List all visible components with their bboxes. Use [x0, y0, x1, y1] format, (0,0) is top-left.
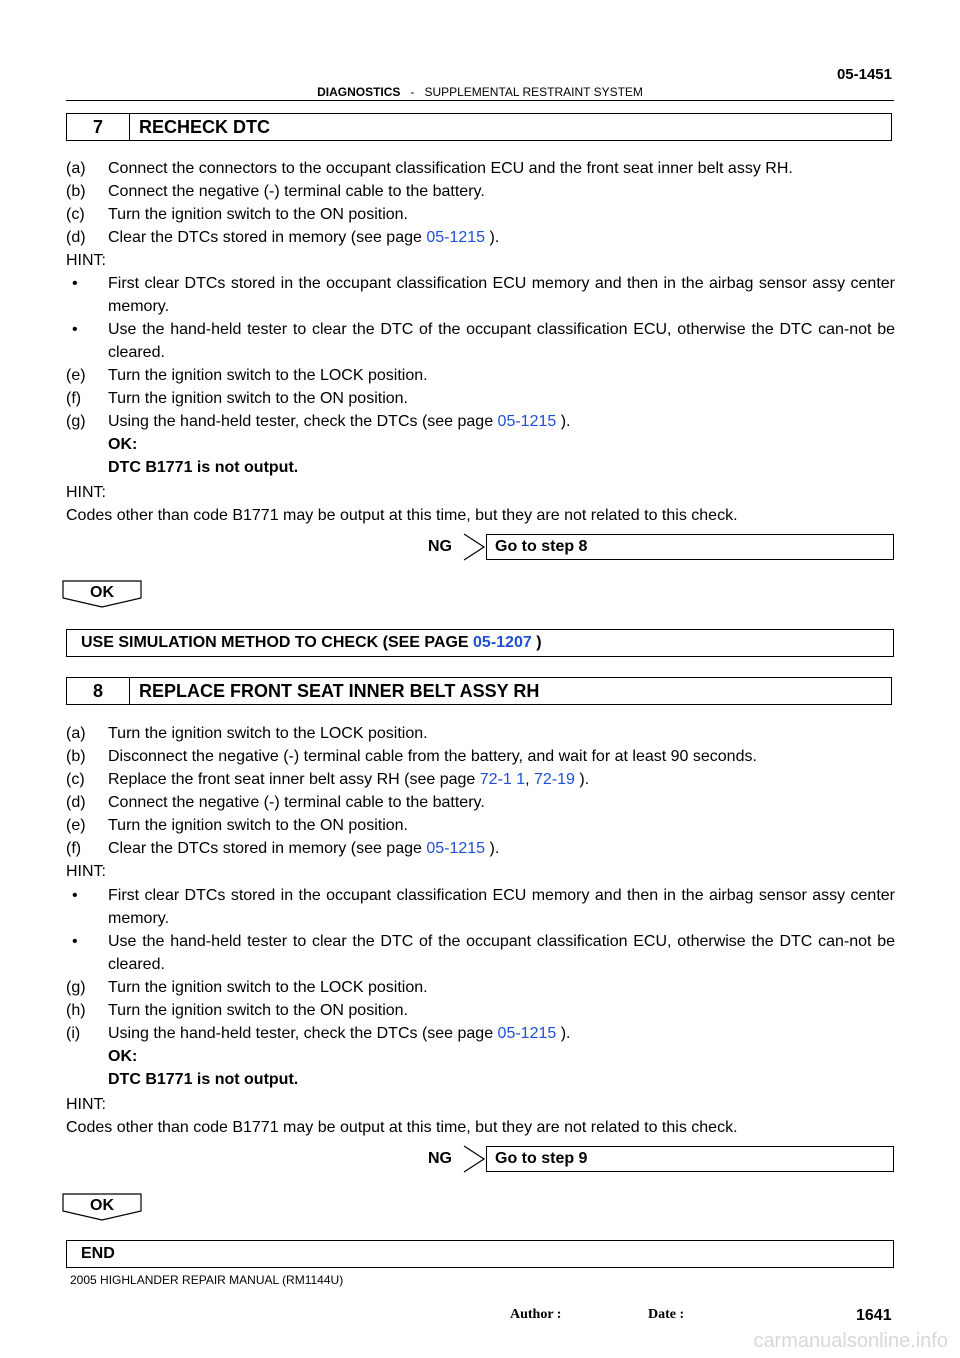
item-text-end: ). [556, 413, 571, 430]
item-label: (b) [66, 183, 86, 200]
item-text: Clear the DTCs stored in memory (see page [108, 840, 427, 857]
step8-hint2-text: Codes other than code B1771 may be output at this time, but they are not related to this check. [66, 1119, 738, 1136]
item-label: (e) [66, 817, 86, 834]
step7-bullet-1 [72, 272, 895, 318]
step8-ok-tag-label: OK [90, 1197, 114, 1214]
step8-ok-label: OK: [108, 1048, 138, 1065]
step8-item-i [66, 1022, 570, 1045]
simulation-text-end: ) [531, 634, 542, 651]
item-text-sep: , [525, 771, 535, 788]
step7-box [66, 113, 892, 141]
page-link-05-1215[interactable]: 05-1215 [497, 1025, 557, 1042]
item-label: (g) [66, 413, 86, 430]
step7-hint2-label: HINT: [66, 484, 106, 501]
step8-item-d [66, 791, 485, 814]
step8-item-f [66, 837, 499, 860]
page-link-05-1207[interactable]: 05-1207 [473, 634, 532, 651]
item-label: (a) [66, 725, 86, 742]
page-link-05-1215[interactable]: 05-1215 [426, 229, 486, 246]
step8-item-e [66, 814, 408, 837]
item-text: Turn the ignition switch to the ON position. [108, 1002, 408, 1019]
step7-hint2-text: Codes other than code B1771 may be output at this time, but they are not related to this check. [66, 507, 738, 524]
step8-box [66, 677, 892, 705]
step8-hint2-label: HINT: [66, 1096, 106, 1113]
item-text: Turn the ignition switch to the LOCK position. [108, 367, 428, 384]
bullet-icon: • [72, 887, 78, 904]
item-label: (c) [66, 771, 85, 788]
bullet-text: Use the hand-held tester to clear the DTC of the occupant classification ECU, otherwise the DTC can-not be cleared. [108, 321, 895, 361]
item-text: Connect the negative (-) terminal cable to the battery. [108, 183, 485, 200]
header-separator: - [410, 85, 415, 99]
step8-item-h [66, 999, 408, 1022]
step7-ok-tag-label: OK [90, 584, 114, 601]
header-section: DIAGNOSTICS [317, 85, 401, 99]
item-label: (f) [66, 840, 82, 857]
step7-item-g [66, 410, 570, 433]
step8-bullet-1 [72, 884, 895, 930]
step8-hint-label: HINT: [66, 863, 106, 880]
step8-number: 8 [67, 678, 130, 704]
item-label: (b) [66, 748, 86, 765]
page-header [0, 85, 960, 99]
item-text: Disconnect the negative (-) terminal cable from the battery, and wait for at least 90 seconds. [108, 748, 757, 765]
author-label: Author : [510, 1307, 562, 1322]
step7-hint-label: HINT: [66, 252, 106, 269]
item-text: Connect the connectors to the occupant classification ECU and the front seat inner belt assy RH. [108, 160, 793, 177]
bullet-icon: • [72, 275, 78, 292]
step8-ng-label: NG [428, 1150, 452, 1167]
item-label: (g) [66, 979, 86, 996]
bullet-icon: • [72, 933, 78, 950]
item-label: (a) [66, 160, 86, 177]
step8-item-g [66, 976, 428, 999]
step7-item-e [66, 364, 428, 387]
bullet-text: Use the hand-held tester to clear the DTC of the occupant classification ECU, otherwise the DTC can-not be cleared. [108, 933, 895, 973]
page-link-72-11[interactable]: 72-1 1 [479, 771, 526, 788]
page-link-05-1215[interactable]: 05-1215 [426, 840, 486, 857]
item-text-end: ). [556, 1025, 571, 1042]
step8-item-b [66, 745, 757, 768]
date-label: Date : [648, 1307, 685, 1322]
step8-bullet-2 [72, 930, 895, 976]
item-text: Replace the front seat inner belt assy RH (see page [108, 771, 480, 788]
item-text: Turn the ignition switch to the LOCK position. [108, 725, 428, 742]
item-text: Turn the ignition switch to the ON position. [108, 390, 408, 407]
page-footer-number: 1641 [856, 1307, 892, 1324]
step8-title: REPLACE FRONT SEAT INNER BELT ASSY RH [139, 681, 540, 701]
step7-bullet-2 [72, 318, 895, 364]
item-text: Clear the DTCs stored in memory (see page [108, 229, 427, 246]
item-text: Turn the ignition switch to the ON position. [108, 817, 408, 834]
step7-ng-box[interactable]: Go to step 8 [486, 534, 894, 560]
item-label: (h) [66, 1002, 86, 1019]
ng-arrow-icon [462, 1145, 488, 1173]
step8-item-a [66, 722, 428, 745]
step7-ok-text: DTC B1771 is not output. [108, 459, 299, 476]
item-label: (d) [66, 229, 86, 246]
step7-item-d [66, 226, 499, 249]
step7-item-b [66, 180, 485, 203]
item-text: Connect the negative (-) terminal cable to the battery. [108, 794, 485, 811]
page-number: 05-1451 [836, 66, 892, 83]
item-text: Turn the ignition switch to the ON position. [108, 206, 408, 223]
end-box: END [66, 1240, 894, 1268]
simulation-box [66, 629, 894, 657]
item-text: Using the hand-held tester, check the DTCs (see page [108, 413, 498, 430]
item-text-end: ). [485, 840, 500, 857]
step8-item-c [66, 768, 589, 791]
item-label: (i) [66, 1025, 81, 1042]
page-link-72-19[interactable]: 72-19 [534, 771, 575, 788]
bullet-icon: • [72, 321, 78, 338]
item-label: (d) [66, 794, 86, 811]
ng-arrow-icon [462, 533, 488, 561]
watermark: carmanualsonline.info [753, 1330, 948, 1352]
step7-item-a [66, 157, 793, 180]
item-text-end: ). [485, 229, 500, 246]
header-rule [66, 100, 894, 101]
bullet-text: First clear DTCs stored in the occupant classification ECU memory and then in the airbag sensor assy center memory. [108, 275, 895, 315]
bullet-text: First clear DTCs stored in the occupant classification ECU memory and then in the airbag sensor assy center memory. [108, 887, 895, 927]
simulation-text: USE SIMULATION METHOD TO CHECK (SEE PAGE [81, 634, 474, 651]
step8-ng-box[interactable]: Go to step 9 [486, 1146, 894, 1172]
item-text: Using the hand-held tester, check the DTCs (see page [108, 1025, 498, 1042]
step7-item-c [66, 203, 408, 226]
manual-footer: 2005 HIGHLANDER REPAIR MANUAL (RM1144U) [70, 1273, 344, 1287]
page-link-05-1215[interactable]: 05-1215 [497, 413, 557, 430]
item-text: Turn the ignition switch to the LOCK position. [108, 979, 428, 996]
step7-number: 7 [67, 114, 130, 140]
step7-ng-label: NG [428, 538, 452, 555]
item-label: (e) [66, 367, 86, 384]
step7-ok-label: OK: [108, 436, 138, 453]
item-label: (c) [66, 206, 85, 223]
item-label: (f) [66, 390, 82, 407]
header-subsection: SUPPLEMENTAL RESTRAINT SYSTEM [424, 85, 643, 99]
step7-item-f [66, 387, 408, 410]
step8-ok-text: DTC B1771 is not output. [108, 1071, 299, 1088]
item-text-end: ). [574, 771, 590, 788]
step7-title: RECHECK DTC [139, 117, 271, 137]
